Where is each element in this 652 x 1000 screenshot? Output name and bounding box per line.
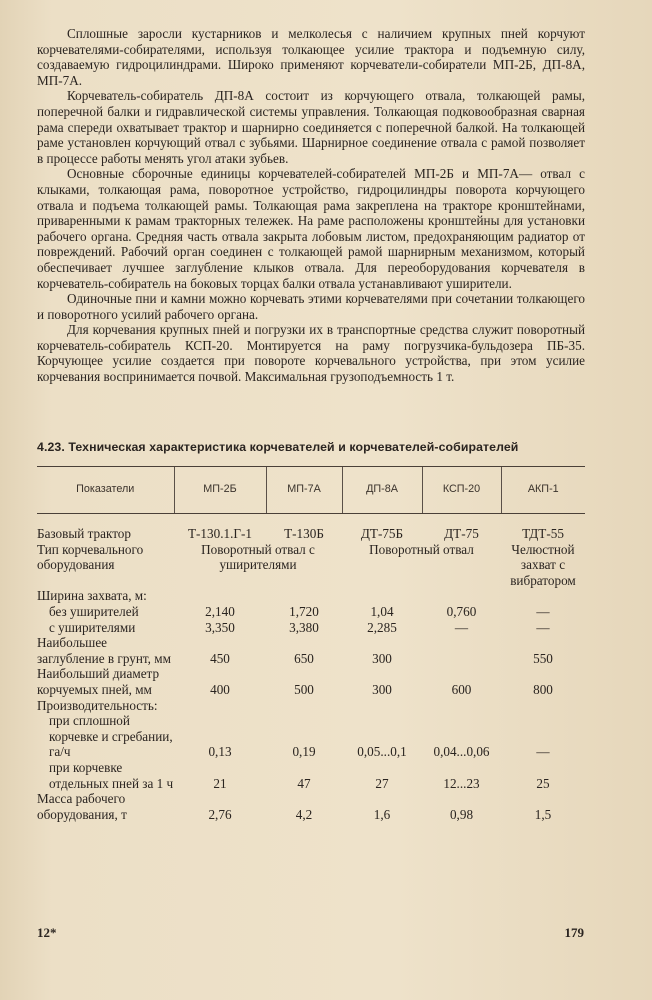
- row-label: без уширителей: [49, 603, 139, 619]
- table-cell: —: [536, 619, 550, 635]
- table-cell: 3,350: [205, 619, 235, 635]
- row-label: с уширителями: [49, 619, 136, 635]
- table-row: [37, 760, 585, 791]
- table-row: [37, 666, 585, 697]
- table-cell: 21: [213, 775, 227, 791]
- table-cell: ДТ-75Б: [360, 526, 404, 541]
- table-cell: —: [536, 744, 550, 760]
- table-row: [37, 588, 585, 604]
- table-cell: Челюстной захват с вибратором: [510, 541, 576, 588]
- row-label: Тип корчевального оборудования: [37, 541, 144, 573]
- table-cell: 2,76: [208, 806, 232, 822]
- table-cell: ДТ-75: [444, 526, 479, 541]
- table-cell: 27: [375, 775, 389, 791]
- row-label: Наибольший диаметр корчуемых пней, мм: [37, 666, 160, 697]
- table-cell: 300: [372, 650, 392, 666]
- table-cell: 3,380: [289, 619, 319, 635]
- table-cell: 0,13: [208, 744, 232, 760]
- table-cell: 0,19: [292, 744, 316, 760]
- paragraph: Одиночные пни и камни можно корчевать этими корчевателями при сочетании толкающего и поворотного усилий рабочего органа.: [37, 291, 585, 322]
- body-text: [37, 26, 585, 385]
- table-cell: 300: [372, 681, 392, 697]
- table-cell: 1,720: [289, 603, 319, 619]
- table-cell: —: [454, 619, 469, 635]
- table-row: [37, 791, 585, 822]
- row-label: Наибольшее заглубление в грунт, мм: [37, 635, 171, 666]
- table-cell: 400: [210, 681, 230, 697]
- table-cell: 1,5: [534, 806, 552, 822]
- table-row: [37, 604, 585, 620]
- column-header: Показатели: [37, 467, 174, 514]
- table-row: [37, 542, 585, 589]
- table-cell: 450: [210, 650, 230, 666]
- table-cell: 2,285: [367, 619, 397, 635]
- column-header: КСП-20: [422, 467, 501, 514]
- paragraph: Корчеватель-собиратель ДП-8А состоит из корчующего отвала, толкающей рамы, поперечной балки и гидравлической системы управления. Толкающая подковообразная сварная рама спереди охватывает трактор и шарнирно соединяется с поперечной балкой. На толкающей раме установлен корчующий отвал с зубьями. Шарнирное соединение отвала с рамой позволяет в процессе работы менять угол атаки зубьев.: [37, 88, 585, 166]
- row-label: Базовый трактор: [37, 526, 131, 541]
- table-cell: [422, 635, 501, 666]
- table-cell: Поворотный отвал: [369, 541, 474, 557]
- table-cell: 500: [294, 681, 314, 697]
- table-row: [37, 620, 585, 636]
- paragraph: Сплошные заросли кустарников и мелколесья с наличием крупных пней корчуют корчевателями-собирателями, используя толкающее усилие трактора и подъемную силу, создаваемую гидроцилиндрами. Широко применяют корчеватели-собиратели МП-2Б, ДП-8А, МП-7А.: [37, 26, 585, 88]
- table-caption: 4.23. Техническая характеристика корчевателей и корчевателей-собирателей: [37, 440, 519, 454]
- table-cell: 800: [533, 681, 553, 697]
- row-label: Производительность:: [37, 697, 158, 713]
- table-cell: Т-130Б: [284, 526, 324, 541]
- table-cell: —: [536, 603, 550, 619]
- table-row: [37, 698, 585, 714]
- column-header: ДП-8А: [342, 467, 422, 514]
- column-header: МП-7А: [266, 467, 342, 514]
- table-cell: 0,98: [449, 806, 474, 822]
- paragraph: Основные сборочные единицы корчевателей-собирателей МП-2Б и МП-7А— отвал с клыками, толкающая рама, поворотное устройство, гидроцилиндры поворота корчующего отвала и подъема толкающей рамы. Толкающая рама закреплена на тракторе кронштейнами, приваренными к рамам тракторных тележек. На раме расположены кронштейны для установки рабочего органа. Средняя часть отвала закрыта лобовым листом, предохраняющим радиатор от повреждений. Рабочий орган соединен с толкающей рамой шарнирным механизмом, который обеспечивает лучшее заглубление клыков отвала. Для переоборудования корчевателя в корчеватель-собиратель на боковых торцах балки отвала устанавливают уширители.: [37, 166, 585, 291]
- table-row: [37, 526, 585, 542]
- table-cell: Поворотный отвал с уширителями: [201, 541, 315, 573]
- paragraph: Для корчевания крупных пней и погрузки их в транспортные средства служит поворотный корчеватель-собиратель КСП-20. Монтируется на раму погрузчика-бульдозера ПБ-35. Корчующее усилие создается при повороте корчевального устройства, при этом усилие корчевания воспринимается почвой. Максимальная грузоподъемность 1 т.: [37, 322, 585, 385]
- table-cell: ТДТ-55: [522, 526, 564, 541]
- table-cell: 0,04...0,06: [433, 744, 490, 760]
- table-cell: 4,2: [295, 806, 313, 822]
- table-header-row: [37, 467, 585, 514]
- page-number: 179: [564, 925, 584, 940]
- table-row: [37, 713, 585, 760]
- signature-mark: 12*: [37, 925, 57, 940]
- table-cell: 1,6: [373, 806, 391, 822]
- table-cell: 2,140: [205, 603, 235, 619]
- table-cell: 600: [451, 681, 472, 697]
- table-row: [37, 635, 585, 666]
- table-cell: 0,760: [446, 603, 477, 619]
- table-cell: Т-130.1.Г-1: [187, 526, 253, 541]
- table-cell: 0,05...0,1: [357, 744, 407, 760]
- table-cell: 650: [294, 650, 314, 666]
- table-cell: 25: [536, 775, 550, 791]
- spec-table: [37, 466, 585, 822]
- column-header: МП-2Б: [174, 467, 266, 514]
- row-label: при корчевке отдельных пней за 1 ч: [49, 759, 174, 791]
- row-label: Ширина захвата, м:: [37, 588, 147, 604]
- table-cell: 1,04: [370, 603, 394, 619]
- table-cell: 12...23: [443, 775, 480, 791]
- table-cell: 47: [297, 775, 311, 791]
- row-label: Масса рабочего оборудования, т: [37, 791, 127, 822]
- column-header: АКП-1: [501, 467, 585, 514]
- row-label: при сплошной корчевке и сгребании, га/ч: [49, 713, 173, 760]
- table-cell: 550: [533, 650, 553, 666]
